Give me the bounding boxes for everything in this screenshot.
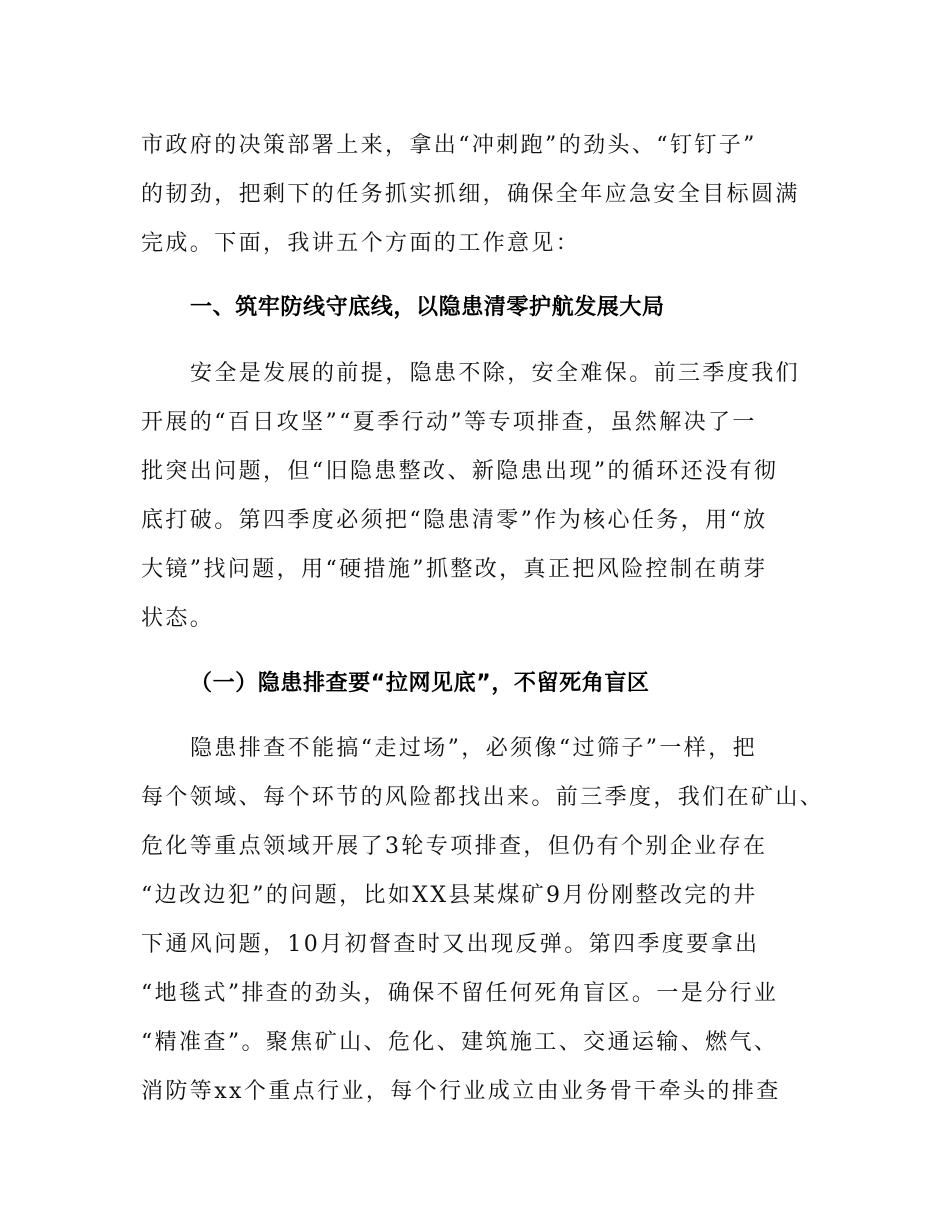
section1-line-4: 底打破。第四季度必须把“隐患清零”作为核心任务，用“放 xyxy=(141,508,768,533)
subsection1-line-5: 下通风问题，10月初督查时又出现反弹。第四季度要拿出 xyxy=(141,932,760,957)
section1-line-2: 开展的“百日攻坚”“夏季行动”等专项排查，虽然解决了一 xyxy=(141,410,757,435)
section1-line-5: 大镜”找问题，用“硬措施”抓整改，真正把风险控制在萌芽 xyxy=(141,557,768,582)
subsection1-line-7: “精准查”。聚焦矿山、危化、建筑施工、交通运输、燃气、 xyxy=(141,1030,779,1055)
section1-line-3: 批突出问题，但“旧隐患整改、新隐患出现”的循环还没有彻 xyxy=(141,459,779,484)
subsection-heading-1: （一）隐患排查要“拉网见底”，不留死角盲区 xyxy=(190,671,650,696)
section1-line-1: 安全是发展的前提，隐患不除，安全难保。前三季度我们 xyxy=(190,361,801,386)
subsection1-line-3: 危化等重点领域开展了3轮专项排查，但仍有个别企业存在 xyxy=(141,834,768,859)
subsection1-line-4: “边改边犯”的问题，比如XX县某煤矿9月份刚整改完的井 xyxy=(141,883,758,908)
subsection1-line-2: 每个领域、每个环节的风险都找出来。前三季度，我们在矿山、 xyxy=(141,785,825,810)
section1-line-6: 状态。 xyxy=(141,606,215,631)
intro-line-1: 市政府的决策部署上来，拿出“冲刺跑”的劲头、“钉钉子” xyxy=(141,133,757,158)
subsection1-line-1: 隐患排查不能搞“走过场”，必须像“过筛子”一样，把 xyxy=(190,736,757,761)
subsection1-line-6: “地毯式”排查的劲头，确保不留任何死角盲区。一是分行业 xyxy=(141,981,779,1006)
subsection1-line-8: 消防等xx个重点行业，每个行业成立由业务骨干牵头的排查 xyxy=(141,1079,781,1104)
intro-line-3: 完成。下面，我讲五个方面的工作意见： xyxy=(141,231,581,256)
intro-line-2: 的韧劲，把剩下的任务抓实抓细，确保全年应急安全目标圆满 xyxy=(141,182,800,207)
section-heading-1: 一、筑牢防线守底线，以隐患清零护航发展大局 xyxy=(190,295,665,320)
